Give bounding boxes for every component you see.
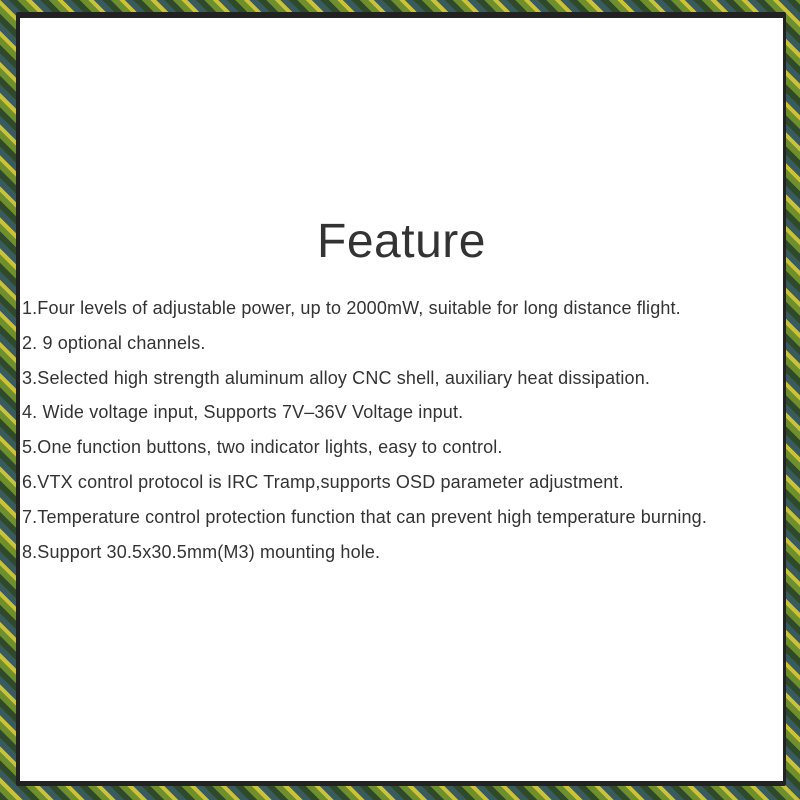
feature-item: 5.One function buttons, two indicator lights, easy to control. bbox=[22, 437, 503, 458]
feature-panel bbox=[20, 18, 783, 781]
feature-item: 3.Selected high strength aluminum alloy CNC shell, auxiliary heat dissipation. bbox=[22, 367, 651, 388]
feature-item: 6.VTX control protocol is IRC Tramp,supports OSD parameter adjustment. bbox=[22, 471, 624, 492]
feature-item: 7.Temperature control protection function that can prevent high temperature burning. bbox=[22, 506, 707, 527]
feature-item: 2. 9 optional channels. bbox=[22, 332, 206, 353]
feature-list bbox=[22, 291, 762, 569]
page-title: Feature bbox=[317, 215, 486, 268]
feature-item: 4. Wide voltage input, Supports 7V–36V Voltage input. bbox=[22, 402, 464, 423]
feature-item: 1.Four levels of adjustable power, up to 2000mW, suitable for long distance flight. bbox=[22, 298, 681, 318]
feature-item: 8.Support 30.5x30.5mm(M3) mounting hole. bbox=[22, 541, 381, 562]
